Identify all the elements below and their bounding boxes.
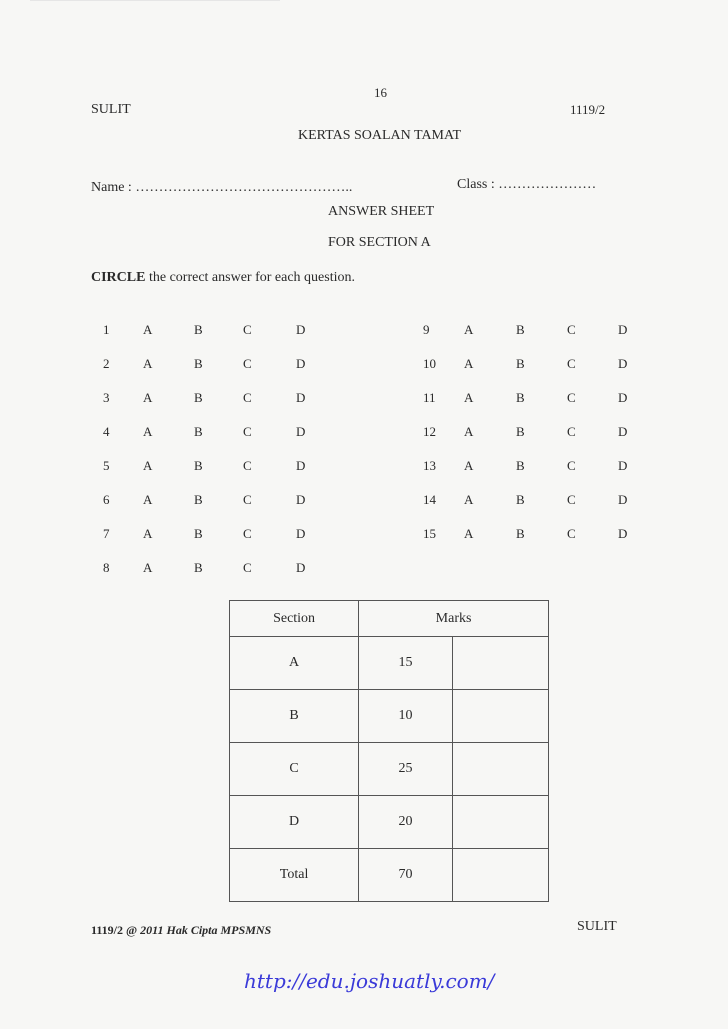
answer-option[interactable]: B [194, 322, 203, 337]
answer-option[interactable]: A [464, 322, 474, 337]
marks-table [229, 600, 549, 902]
answer-option[interactable]: B [516, 322, 525, 337]
score-cell[interactable] [452, 796, 548, 849]
section-cell: C [230, 743, 359, 796]
answer-option[interactable]: A [143, 526, 153, 541]
instruction [91, 270, 355, 286]
score-cell[interactable] [452, 690, 548, 743]
answer-option[interactable]: A [464, 526, 474, 541]
answer-option[interactable]: C [243, 492, 252, 507]
header-paper-code: 1119/2 [570, 102, 606, 117]
answer-option[interactable]: B [516, 390, 525, 405]
website-url[interactable]: http://edu.joshuatly.com/ [244, 969, 495, 993]
answer-option[interactable]: B [516, 526, 525, 541]
section-title: FOR SECTION A [328, 235, 431, 250]
section-header: Section [230, 601, 359, 637]
table-row [230, 849, 549, 902]
score-cell[interactable] [452, 849, 548, 902]
question-number: 11 [423, 390, 436, 405]
scan-edge-line [30, 0, 280, 1]
table-row [230, 743, 549, 796]
question-number: 8 [103, 560, 110, 575]
instruction-text: the correct answer for each question. [145, 270, 355, 285]
marks-table-header [230, 601, 549, 637]
answer-option[interactable]: D [296, 390, 306, 405]
footer-classification: SULIT [577, 919, 617, 934]
score-cell[interactable] [452, 637, 548, 690]
answer-option[interactable]: C [243, 322, 252, 337]
question-number: 3 [103, 390, 110, 405]
answer-option[interactable]: A [143, 560, 153, 575]
answer-option[interactable]: A [464, 458, 474, 473]
table-row [230, 690, 549, 743]
answer-option[interactable]: C [243, 390, 252, 405]
answer-option[interactable]: C [567, 492, 576, 507]
answer-option[interactable]: A [464, 492, 474, 507]
answer-option[interactable]: A [464, 424, 474, 439]
answer-option[interactable]: D [618, 458, 628, 473]
answer-option[interactable]: A [464, 390, 474, 405]
answer-option[interactable]: A [143, 458, 153, 473]
answer-option[interactable]: C [567, 424, 576, 439]
footer-copyright [91, 923, 271, 938]
answer-option[interactable]: D [296, 492, 306, 507]
answer-option[interactable]: D [296, 526, 306, 541]
answer-option[interactable]: B [194, 424, 203, 439]
end-of-paper-title: KERTAS SOALAN TAMAT [298, 128, 462, 143]
score-cell[interactable] [452, 743, 548, 796]
answer-option[interactable]: C [243, 458, 252, 473]
max-marks-cell: 10 [359, 690, 453, 743]
answer-option[interactable]: B [194, 526, 203, 541]
answer-option[interactable]: B [516, 356, 525, 371]
question-number: 5 [103, 458, 110, 473]
answer-option[interactable]: A [143, 390, 153, 405]
header-classification: SULIT [91, 102, 131, 117]
answer-option[interactable]: B [516, 424, 525, 439]
answer-option[interactable]: D [618, 492, 628, 507]
answer-option[interactable]: C [567, 526, 576, 541]
max-marks-cell: 20 [359, 796, 453, 849]
answer-option[interactable]: B [516, 458, 525, 473]
section-cell: Total [230, 849, 359, 902]
answer-option[interactable]: B [194, 390, 203, 405]
class-field: Class : ………………… [457, 177, 597, 192]
question-number: 14 [423, 492, 436, 507]
answer-option[interactable]: D [618, 424, 628, 439]
question-number: 12 [423, 424, 436, 439]
table-row [230, 796, 549, 849]
answer-sheet-title: ANSWER SHEET [328, 204, 435, 219]
answer-option[interactable]: A [464, 356, 474, 371]
answer-option[interactable]: D [296, 458, 306, 473]
question-number: 15 [423, 526, 436, 541]
answer-option[interactable]: A [143, 492, 153, 507]
page-number: 16 [374, 85, 387, 100]
marks-header: Marks [359, 601, 549, 637]
section-cell: B [230, 690, 359, 743]
answer-option[interactable]: B [194, 560, 203, 575]
answer-option[interactable]: D [296, 322, 306, 337]
name-field: Name : ……………………………………….. [91, 180, 353, 195]
max-marks-cell: 70 [359, 849, 453, 902]
answer-option[interactable]: A [143, 322, 153, 337]
question-number: 7 [103, 526, 110, 541]
table-row [230, 637, 549, 690]
answer-option[interactable]: A [143, 356, 153, 371]
answer-option[interactable]: B [194, 492, 203, 507]
answer-option[interactable]: C [243, 356, 252, 371]
answer-option[interactable]: D [618, 322, 628, 337]
question-number: 2 [103, 356, 110, 371]
question-number: 6 [103, 492, 110, 507]
section-cell: D [230, 796, 359, 849]
answer-option[interactable]: D [296, 560, 306, 575]
answer-option[interactable]: C [567, 458, 576, 473]
question-number: 1 [103, 322, 110, 337]
question-number: 13 [423, 458, 436, 473]
answer-option[interactable]: B [516, 492, 525, 507]
answer-option[interactable]: D [296, 424, 306, 439]
answer-option[interactable]: A [143, 424, 153, 439]
answer-option[interactable]: D [618, 356, 628, 371]
max-marks-cell: 15 [359, 637, 453, 690]
answer-option[interactable]: C [243, 526, 252, 541]
question-number: 9 [423, 322, 430, 337]
instruction-keyword: CIRCLE [91, 270, 146, 285]
answer-option[interactable]: C [567, 390, 576, 405]
question-number: 10 [423, 356, 436, 371]
answer-option[interactable]: B [194, 356, 203, 371]
section-cell: A [230, 637, 359, 690]
answer-option[interactable]: B [194, 458, 203, 473]
question-number: 4 [103, 424, 110, 439]
answer-option[interactable]: D [618, 390, 628, 405]
max-marks-cell: 25 [359, 743, 453, 796]
answer-option[interactable]: C [243, 560, 252, 575]
answer-option[interactable]: C [243, 424, 252, 439]
answer-option[interactable]: C [567, 356, 576, 371]
answer-option[interactable]: C [567, 322, 576, 337]
footer-copyright-text: 2011 Hak Cipta MPSMNS [140, 923, 272, 937]
answer-option[interactable]: D [618, 526, 628, 541]
footer-paper-code: 1119/2 @ [91, 923, 141, 937]
answer-option[interactable]: D [296, 356, 306, 371]
